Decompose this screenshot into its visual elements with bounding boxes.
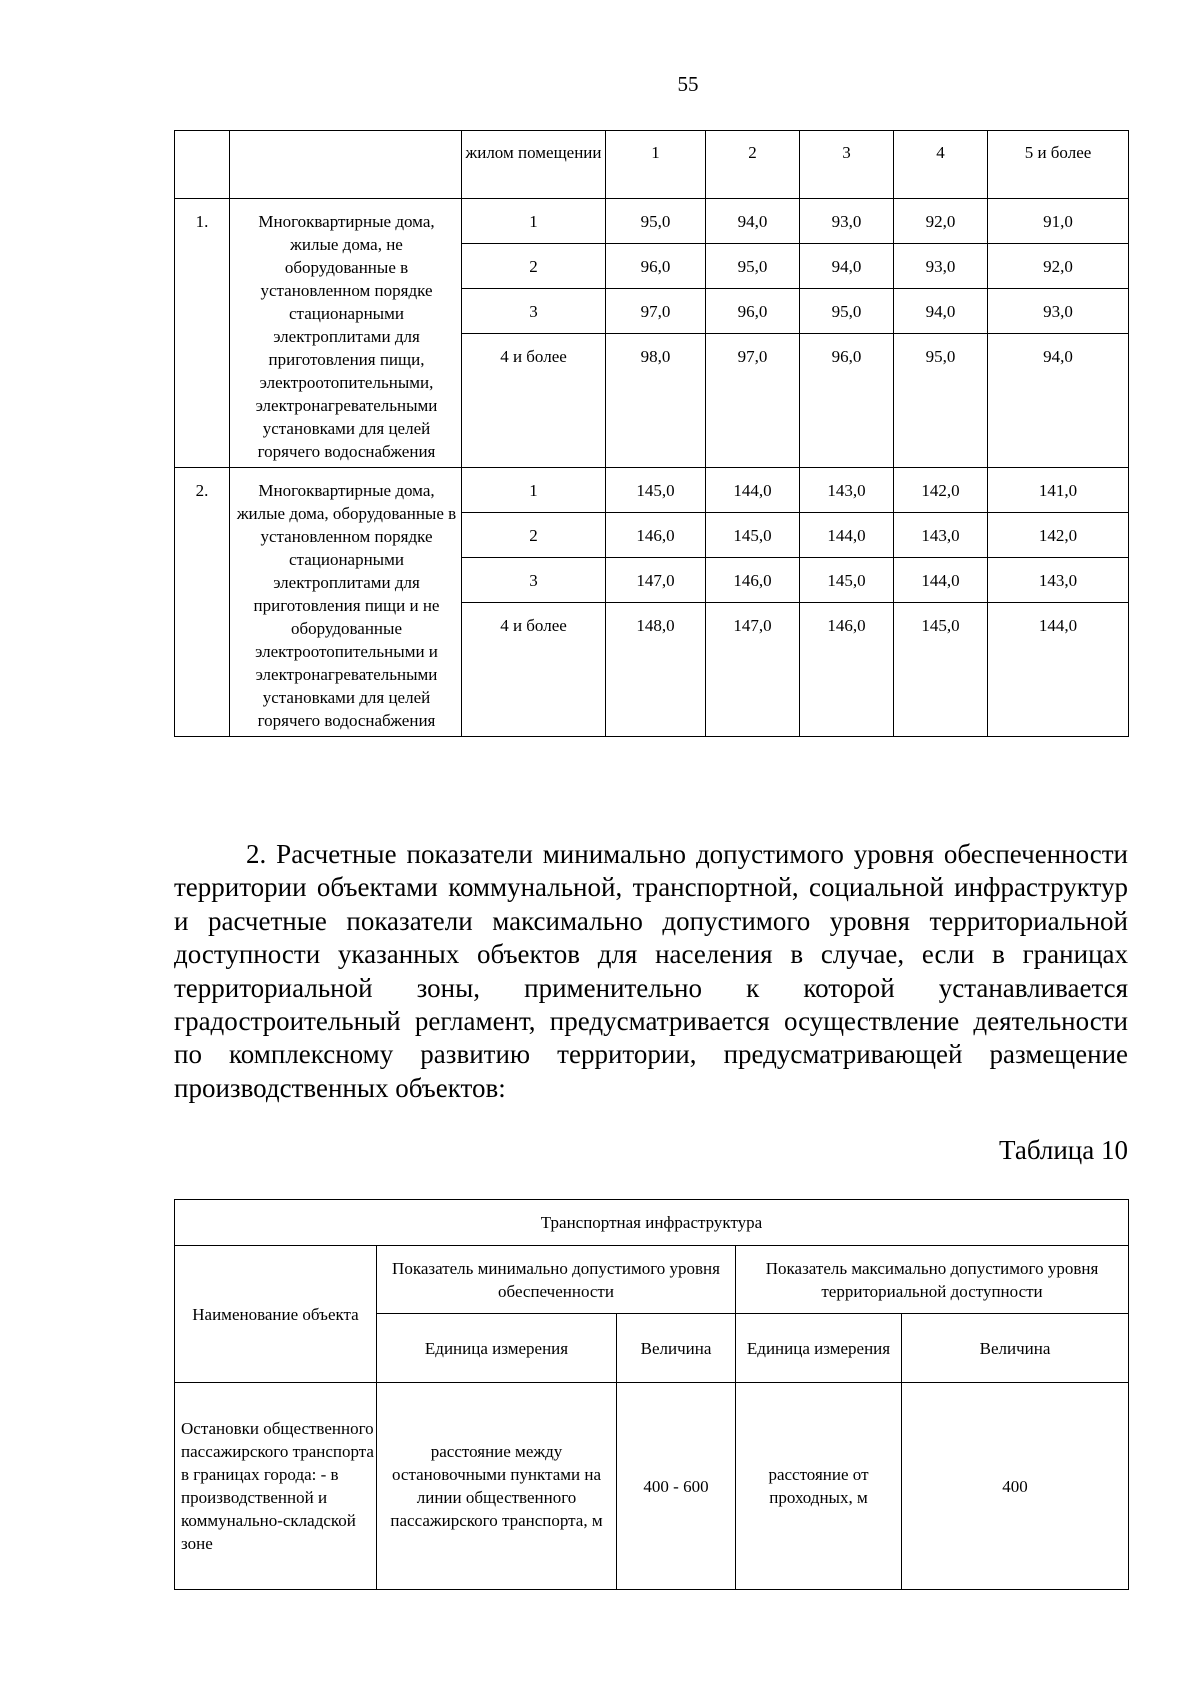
header-value-min: Величина	[617, 1314, 736, 1383]
page-number: 55	[677, 72, 699, 96]
rooms-cell: 1	[462, 468, 606, 513]
value-cell: 144,0	[800, 513, 894, 558]
header-cell: 1	[606, 131, 706, 199]
value-min-cell: 400 - 600	[617, 1383, 736, 1590]
value-cell: 144,0	[894, 558, 988, 603]
value-cell: 96,0	[800, 334, 894, 468]
value-cell: 144,0	[988, 603, 1129, 737]
header-cell: 5 и более	[988, 131, 1129, 199]
value-cell: 92,0	[894, 199, 988, 244]
header-unit-max: Единица измерения	[736, 1314, 902, 1383]
table-row	[175, 1383, 1129, 1590]
unit-min-cell: расстояние между остановочными пунктами на линии общественного пассажирского транспорта, м	[377, 1383, 617, 1590]
header-min-indicator: Показатель минимально допустимого уровня обеспеченности	[377, 1246, 736, 1314]
header-cell	[230, 131, 462, 199]
object-name-cell: Остановки общественного пассажирского транспорта в границах города: - в производственной и коммунально-складской зоне	[175, 1383, 377, 1590]
norms-table	[174, 130, 1129, 737]
value-cell: 143,0	[894, 513, 988, 558]
value-cell: 94,0	[988, 334, 1129, 468]
section-paragraph: 2. Расчетные показатели минимально допустимого уровня обеспеченности территории объектами коммунальной, транспортной, социальной инфраструктур и расчетные показатели максимально допустимого уровня территориальной доступности указанных объектов для населения в случае, если в границах территориальной зоны, применительно к которой устанавливается градостроительный регламент, предусматривается осуществление деятельности по комплексному развитию территории, предусматривающей размещение производственных объектов:	[174, 839, 1128, 1103]
table-row	[175, 468, 1129, 513]
value-cell: 145,0	[800, 558, 894, 603]
value-cell: 93,0	[894, 244, 988, 289]
header-value-max: Величина	[902, 1314, 1129, 1383]
rooms-cell: 4 и более	[462, 603, 606, 737]
value-cell: 91,0	[988, 199, 1129, 244]
value-cell: 144,0	[706, 468, 800, 513]
header-unit-min: Единица измерения	[377, 1314, 617, 1383]
value-cell: 94,0	[800, 244, 894, 289]
unit-max-cell: расстояние от проходных, м	[736, 1383, 902, 1590]
value-max-cell: 400	[902, 1383, 1129, 1590]
value-cell: 142,0	[988, 513, 1129, 558]
value-cell: 93,0	[800, 199, 894, 244]
value-cell: 143,0	[988, 558, 1129, 603]
value-cell: 147,0	[706, 603, 800, 737]
rooms-cell: 2	[462, 244, 606, 289]
value-cell: 93,0	[988, 289, 1129, 334]
row-number: 2.	[175, 468, 230, 737]
table-header-row	[175, 1246, 1129, 1314]
table-title: Транспортная инфраструктура	[175, 1200, 1129, 1246]
header-cell: 3	[800, 131, 894, 199]
header-object-name: Наименование объекта	[175, 1246, 377, 1383]
value-cell: 148,0	[606, 603, 706, 737]
value-cell: 95,0	[894, 334, 988, 468]
value-cell: 146,0	[800, 603, 894, 737]
value-cell: 98,0	[606, 334, 706, 468]
transport-table	[174, 1199, 1129, 1590]
header-max-indicator: Показатель максимально допустимого уровня территориальной доступности	[736, 1246, 1129, 1314]
table-header-row	[175, 131, 1129, 199]
table-caption: Таблица 10	[999, 1135, 1128, 1165]
value-cell: 145,0	[706, 513, 800, 558]
value-cell: 141,0	[988, 468, 1129, 513]
value-cell: 143,0	[800, 468, 894, 513]
value-cell: 145,0	[894, 603, 988, 737]
value-cell: 145,0	[606, 468, 706, 513]
table-title-row	[175, 1200, 1129, 1246]
value-cell: 94,0	[706, 199, 800, 244]
header-cell	[175, 131, 230, 199]
value-cell: 97,0	[706, 334, 800, 468]
building-type: Многоквартирные дома, жилые дома, не оборудованные в установленном порядке стационарными электроплитами для приготовления пищи, электроотопительными, электронагревательными установками для целей горячего водоснабжения	[230, 199, 462, 468]
header-cell: 2	[706, 131, 800, 199]
value-cell: 94,0	[894, 289, 988, 334]
value-cell: 96,0	[706, 289, 800, 334]
rooms-cell: 2	[462, 513, 606, 558]
value-cell: 95,0	[606, 199, 706, 244]
header-cell: 4	[894, 131, 988, 199]
value-cell: 147,0	[606, 558, 706, 603]
value-cell: 96,0	[606, 244, 706, 289]
value-cell: 97,0	[606, 289, 706, 334]
value-cell: 95,0	[800, 289, 894, 334]
rooms-cell: 4 и более	[462, 334, 606, 468]
value-cell: 146,0	[706, 558, 800, 603]
value-cell: 146,0	[606, 513, 706, 558]
header-cell: жилом помещении	[462, 131, 606, 199]
building-type: Многоквартирные дома, жилые дома, оборудованные в установленном порядке стационарными электроплитами для приготовления пищи и не оборудованные электроотопительными и электронагревательными установками для целей горячего водоснабжения	[230, 468, 462, 737]
rooms-cell: 1	[462, 199, 606, 244]
value-cell: 142,0	[894, 468, 988, 513]
table-row	[175, 199, 1129, 244]
rooms-cell: 3	[462, 289, 606, 334]
value-cell: 92,0	[988, 244, 1129, 289]
value-cell: 95,0	[706, 244, 800, 289]
rooms-cell: 3	[462, 558, 606, 603]
row-number: 1.	[175, 199, 230, 468]
